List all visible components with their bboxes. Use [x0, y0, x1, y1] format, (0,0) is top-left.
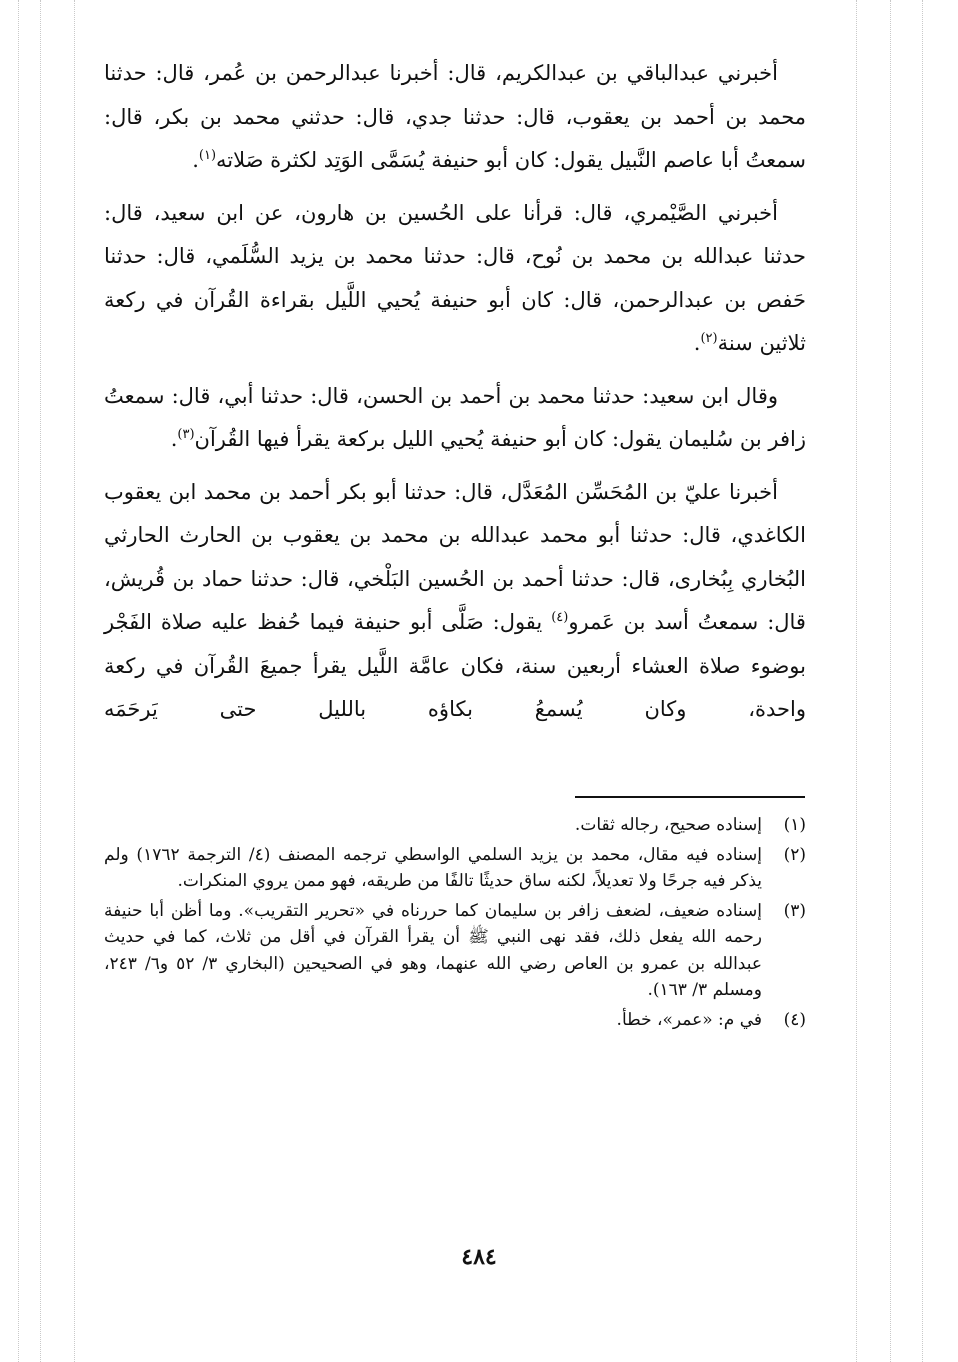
main-text [104, 52, 806, 741]
paragraph-3 [104, 375, 806, 462]
footnote-reference: (٣) [177, 427, 195, 442]
scan-guide-line [18, 0, 19, 1362]
footnote-number: (٢) [783, 844, 806, 865]
paragraph-text: وقال ابن سعيد: حدثنا محمد بن أحمد بن الحسن، قال: حدثنا أبي، قال: سمعتُ زافر بن سُليمان يقول: كان أبو حنيفة يُحيي الليل بركعة يقرأ فيها القُرآن [104, 383, 806, 451]
paragraph-1 [104, 52, 806, 183]
paragraph-end-mark: . [693, 331, 701, 355]
scan-guide-line [890, 0, 891, 1362]
paragraph-end-mark: . [170, 427, 178, 451]
paragraph-2 [104, 192, 806, 366]
footnote-text: إسناده صحيح، رجاله ثقات. [574, 815, 762, 835]
paragraph-text-continued: يقول: صَلَّى أبو حنيفة فيما حُفظ عليه صلاة الفَجْر بوضوء صلاة العشاء أربعين سنة، فكان عامَّة اللَّيل يقرأ جميعَ القُرآن في ركعة واحدة، وكان يُسمعُ بكاؤه بالليل حتى يَرحَمَه [104, 610, 806, 721]
scan-guide-line [922, 0, 923, 1362]
footnote-number: (٤) [783, 1009, 806, 1030]
page-number: ٤٨٤ [461, 1244, 497, 1270]
footnote-number: (١) [783, 815, 806, 835]
scan-guide-line [40, 0, 41, 1362]
footnote-3 [104, 898, 806, 1004]
footnote-text: إسناده فيه مقال، محمد بن يزيد السلمي الواسطي ترجمه المصنف (٤/ الترجمة ١٧٦٢) ولم يذكر فيه جرحًا ولا تعديلاً، لكنه ساق حديثًا تالفًا من طريقه، فهو ممن يروي المنكرات. [104, 844, 762, 891]
footnote-text: إسناده ضعيف، لضعف زافر بن سليمان كما حررناه في «تحرير التقريب». وما أظن أبا حنيفة رحمه الله يفعل ذلك، فقد نهى النبي ﷺ أن يقرأ القرآن في أقل من ثلاث، كما في حديث عبدالله بن عمرو بن العاص رضي الله عنهما، وهو في الصحيحين (البخاري ٣/ ٥٢ و٦/ ٢٤٣، ومسلم ٣/ ١٦٣). [104, 900, 762, 1000]
scan-guide-line [74, 0, 75, 1362]
footnote-4 [104, 1007, 806, 1034]
footnote-separator [575, 796, 805, 798]
footnote-number: (٣) [783, 900, 806, 921]
footnote-1 [104, 812, 806, 839]
footnote-reference: (٤) [551, 610, 569, 625]
paragraph-text: أخبرني عبدالباقي بن عبدالكريم، قال: أخبرنا عبدالرحمن بن عُمر، قال: حدثنا محمد بن أحمد بن يعقوب، قال: حدثنا جدي، قال: حدثني محمد بن بكر، قال: سمعتُ أبا عاصم النَّبيل يقول: كان أبو حنيفة يُسَمَّى الوَتِد لكثرة صَلاته [104, 61, 806, 172]
scan-guide-line [856, 0, 857, 1362]
footnote-text: في م: «عمر»، خطأ. [616, 1009, 762, 1030]
footnote-2 [104, 842, 806, 895]
paragraph-text: أخبرنا عليّ بن المُحَسِّن المُعَدَّل، قال: حدثنا أبو بكر أحمد بن محمد ابن يعقوب الكاغدي، قال: حدثنا أبو محمد عبدالله بن محمد بن يعقوب بن الحارث الحارثي البُخاري بِبُخارى، قال: حدثنا أحمد بن الحُسين البَلْخي، قال: حدثنا حماد بن قُريش، قال: سمعتُ أسد بن عَمرو [104, 479, 806, 634]
footnotes [104, 812, 806, 1036]
footnote-reference: (٢) [700, 331, 718, 346]
paragraph-text: أخبرني الصَّيْمري، قال: قرأنا على الحُسين بن هارون، عن ابن سعيد، قال: حدثنا عبدالله بن محمد بن نُوح، قال: حدثنا محمد بن يزيد السُّلَمي، قال: حدثنا حَفص بن عبدالرحمن، قال: كان أبو حنيفة يُحيي اللَّيل بقراءة القُرآن في ركعة ثلاثين سنة [104, 200, 806, 355]
paragraph-4 [104, 471, 806, 732]
paragraph-end-mark: . [192, 148, 199, 172]
footnote-reference: (١) [198, 148, 217, 163]
